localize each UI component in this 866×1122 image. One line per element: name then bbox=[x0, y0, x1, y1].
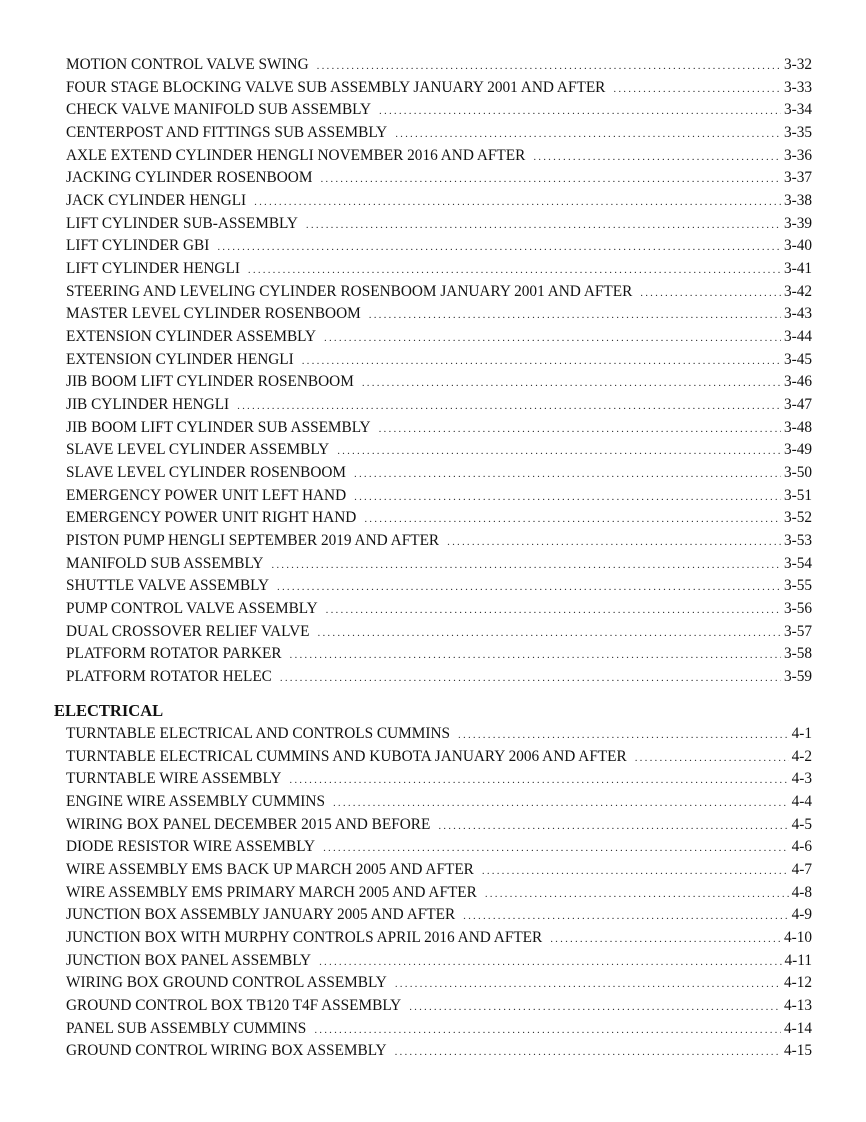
toc-entry[interactable] bbox=[66, 190, 812, 213]
section-heading-electrical: ELECTRICAL bbox=[54, 701, 164, 720]
toc-entry-page: 4-14 bbox=[783, 1019, 812, 1037]
toc-entry-page: 3-32 bbox=[783, 56, 812, 73]
toc-entry-title: SLAVE LEVEL CYLINDER ROSENBOOM bbox=[66, 464, 347, 482]
toc-entry-page: 3-59 bbox=[783, 668, 812, 686]
toc-entry-title: CHECK VALVE MANIFOLD SUB ASSEMBLY bbox=[66, 101, 372, 119]
dot-leader bbox=[395, 973, 781, 996]
toc-entry-title: DUAL CROSSOVER RELIEF VALVE bbox=[66, 622, 310, 640]
toc-entry-page: 3-43 bbox=[783, 305, 812, 323]
toc-entry-title: WIRING BOX PANEL DECEMBER 2015 AND BEFORE bbox=[66, 815, 431, 833]
toc-entry-title: TURNTABLE ELECTRICAL AND CONTROLS CUMMINS bbox=[66, 725, 451, 742]
toc-entry-title: LIFT CYLINDER GBI bbox=[66, 237, 210, 255]
toc-entry-title: EXTENSION CYLINDER HENGLI bbox=[66, 350, 294, 368]
dot-leader bbox=[550, 928, 781, 951]
toc-entry-title: WIRE ASSEMBLY EMS BACK UP MARCH 2005 AND AFTER bbox=[66, 861, 474, 879]
toc-entry[interactable] bbox=[66, 439, 812, 462]
toc-entry-page: 4-9 bbox=[791, 906, 812, 924]
dot-leader bbox=[379, 418, 781, 441]
dot-leader bbox=[237, 395, 781, 418]
toc-entry-page: 3-47 bbox=[783, 396, 812, 414]
toc-entry-title: SLAVE LEVEL CYLINDER ASSEMBLY bbox=[66, 441, 330, 459]
toc-entry-page: 3-51 bbox=[783, 486, 812, 504]
toc-entry-page: 4-6 bbox=[791, 838, 812, 856]
dot-leader bbox=[482, 860, 789, 883]
toc-entry[interactable] bbox=[66, 145, 812, 168]
toc-entry[interactable] bbox=[66, 768, 812, 791]
toc-entry[interactable] bbox=[66, 553, 812, 576]
toc-entry-title: JIB BOOM LIFT CYLINDER ROSENBOOM bbox=[66, 373, 354, 391]
dot-leader bbox=[354, 463, 781, 486]
dot-leader bbox=[314, 1019, 781, 1042]
toc-entry[interactable] bbox=[66, 485, 812, 508]
toc-entry[interactable] bbox=[66, 349, 812, 372]
toc-entry[interactable] bbox=[66, 77, 812, 100]
toc-entry[interactable] bbox=[66, 836, 812, 859]
dot-leader bbox=[354, 486, 781, 509]
toc-entry-title: LIFT CYLINDER SUB-ASSEMBLY bbox=[66, 214, 298, 232]
dot-leader bbox=[635, 747, 789, 770]
toc-entry-title: CENTERPOST AND FITTINGS SUB ASSEMBLY bbox=[66, 124, 388, 142]
dot-leader bbox=[485, 883, 789, 906]
dot-leader bbox=[333, 792, 789, 815]
toc-entry[interactable] bbox=[66, 1018, 812, 1041]
toc-entry[interactable] bbox=[66, 394, 812, 417]
toc-entry[interactable] bbox=[66, 723, 812, 746]
toc-entry-title: GROUND CONTROL WIRING BOX ASSEMBLY bbox=[66, 1042, 387, 1060]
toc-entry[interactable] bbox=[66, 303, 812, 326]
toc-entry-title: TURNTABLE ELECTRICAL CUMMINS AND KUBOTA JANUARY 2006 AND AFTER bbox=[66, 747, 627, 765]
dot-leader bbox=[320, 168, 780, 191]
toc-entry[interactable] bbox=[66, 972, 812, 995]
toc-entry-page: 3-37 bbox=[783, 169, 812, 187]
toc-entry-title: JUNCTION BOX ASSEMBLY JANUARY 2005 AND AFTER bbox=[66, 906, 456, 924]
dot-leader bbox=[379, 100, 781, 123]
dot-leader bbox=[319, 951, 781, 974]
toc-entry[interactable] bbox=[66, 1040, 812, 1063]
toc-entry-title: MASTER LEVEL CYLINDER ROSENBOOM bbox=[66, 305, 361, 323]
toc-entry-title: ENGINE WIRE ASSEMBLY CUMMINS bbox=[66, 793, 325, 811]
dot-leader bbox=[533, 146, 781, 169]
toc-entry[interactable] bbox=[66, 417, 812, 440]
toc-entry-title: TURNTABLE WIRE ASSEMBLY bbox=[66, 770, 282, 788]
toc-entry-title: SHUTTLE VALVE ASSEMBLY bbox=[66, 577, 270, 595]
dot-leader bbox=[277, 576, 781, 599]
toc-entry[interactable] bbox=[66, 904, 812, 927]
dot-leader bbox=[290, 644, 781, 667]
toc-entry-page: 3-38 bbox=[783, 192, 812, 210]
dot-leader bbox=[324, 327, 781, 350]
toc-entry-title: JACK CYLINDER HENGLI bbox=[66, 192, 247, 210]
toc-entry-title: JUNCTION BOX WITH MURPHY CONTROLS APRIL 2016 AND AFTER bbox=[66, 929, 543, 947]
toc-entry-title: PANEL SUB ASSEMBLY CUMMINS bbox=[66, 1019, 307, 1037]
toc-entry-title: GROUND CONTROL BOX TB120 T4F ASSEMBLY bbox=[66, 997, 402, 1015]
toc-entry[interactable] bbox=[66, 575, 812, 598]
toc-entry[interactable] bbox=[66, 666, 812, 689]
toc-entry-page: 4-4 bbox=[791, 793, 812, 811]
dot-leader bbox=[438, 815, 788, 838]
dot-leader bbox=[302, 350, 781, 373]
toc-entry-title: FOUR STAGE BLOCKING VALVE SUB ASSEMBLY JANUARY 2001 AND AFTER bbox=[66, 78, 606, 96]
dot-leader bbox=[409, 996, 781, 1019]
toc-entry-page: 4-2 bbox=[791, 747, 812, 765]
toc-entry-title: LIFT CYLINDER HENGLI bbox=[66, 260, 240, 278]
toc-entry-page: 3-48 bbox=[783, 418, 812, 436]
toc-entry-title: STEERING AND LEVELING CYLINDER ROSENBOOM JANUARY 2001 AND AFTER bbox=[66, 282, 633, 300]
dot-leader bbox=[306, 214, 781, 237]
toc-entry[interactable] bbox=[66, 530, 812, 553]
dot-leader bbox=[613, 78, 781, 101]
toc-entry-page: 3-36 bbox=[783, 146, 812, 164]
toc-entry[interactable] bbox=[66, 882, 812, 905]
toc-entry-title: PISTON PUMP HENGLI SEPTEMBER 2019 AND AFTER bbox=[66, 532, 440, 550]
toc-entry-page: 3-52 bbox=[783, 509, 812, 527]
dot-leader bbox=[395, 1041, 781, 1064]
toc-entry-page: 3-49 bbox=[783, 441, 812, 459]
toc-entry-page: 3-40 bbox=[783, 237, 812, 255]
toc-entry-page: 3-53 bbox=[783, 532, 812, 550]
toc-entry-page: 4-10 bbox=[783, 929, 812, 947]
toc-entry[interactable] bbox=[66, 507, 812, 530]
toc-entry-title: JIB CYLINDER HENGLI bbox=[66, 396, 230, 414]
toc-entry[interactable] bbox=[66, 598, 812, 621]
electrical-toc-section bbox=[66, 723, 812, 1063]
toc-entry-page: 4-5 bbox=[791, 815, 812, 833]
toc-entry-page: 3-55 bbox=[783, 577, 812, 595]
dot-leader bbox=[362, 372, 781, 395]
dot-leader bbox=[280, 667, 781, 690]
dot-leader bbox=[318, 622, 781, 645]
toc-entry-page: 3-45 bbox=[783, 350, 812, 368]
toc-entry-title: JUNCTION BOX PANEL ASSEMBLY bbox=[66, 951, 312, 969]
toc-entry[interactable] bbox=[66, 213, 812, 236]
dot-leader bbox=[326, 599, 781, 622]
toc-entry-page: 3-41 bbox=[783, 260, 812, 278]
toc-entry-page: 4-11 bbox=[784, 951, 812, 969]
toc-entry-title: DIODE RESISTOR WIRE ASSEMBLY bbox=[66, 838, 316, 856]
toc-entry-title: EXTENSION CYLINDER ASSEMBLY bbox=[66, 328, 317, 346]
toc-entry[interactable] bbox=[66, 859, 812, 882]
toc-entry-title: JIB BOOM LIFT CYLINDER SUB ASSEMBLY bbox=[66, 418, 371, 436]
toc-entry-page: 4-8 bbox=[791, 883, 812, 901]
dot-leader bbox=[271, 554, 781, 577]
toc-entry-title: JACKING CYLINDER ROSENBOOM bbox=[66, 169, 313, 187]
toc-entry-page: 4-15 bbox=[783, 1042, 812, 1060]
toc-entry-title: AXLE EXTEND CYLINDER HENGLI NOVEMBER 2016 AND AFTER bbox=[66, 146, 526, 164]
toc-entry-title: WIRING BOX GROUND CONTROL ASSEMBLY bbox=[66, 974, 387, 992]
toc-entry-page: 4-1 bbox=[791, 725, 812, 742]
dot-leader bbox=[369, 304, 781, 327]
toc-entry-page: 3-42 bbox=[783, 282, 812, 300]
toc-entry[interactable] bbox=[66, 927, 812, 950]
toc-entry-title: EMERGENCY POWER UNIT RIGHT HAND bbox=[66, 509, 357, 527]
toc-entry[interactable] bbox=[66, 281, 812, 304]
toc-entry-page: 3-54 bbox=[783, 554, 812, 572]
toc-entry-title: PLATFORM ROTATOR HELEC bbox=[66, 668, 272, 686]
dot-leader bbox=[254, 191, 781, 214]
toc-entry[interactable] bbox=[66, 621, 812, 644]
dot-leader bbox=[317, 55, 781, 78]
toc-entry-page: 3-34 bbox=[783, 101, 812, 119]
dot-leader bbox=[323, 837, 789, 860]
dot-leader bbox=[217, 236, 781, 259]
toc-entry[interactable] bbox=[66, 995, 812, 1018]
toc-entry[interactable] bbox=[66, 950, 812, 973]
toc-entry-page: 3-57 bbox=[783, 622, 812, 640]
toc-entry[interactable] bbox=[66, 746, 812, 769]
toc-entry[interactable] bbox=[66, 54, 812, 77]
toc-entry-page: 3-39 bbox=[783, 214, 812, 232]
toc-entry-title: MOTION CONTROL VALVE SWING bbox=[66, 56, 309, 73]
dot-leader bbox=[447, 531, 781, 554]
toc-entry[interactable] bbox=[66, 371, 812, 394]
toc-entry-page: 4-3 bbox=[791, 770, 812, 788]
toc-entry[interactable] bbox=[66, 814, 812, 837]
toc-entry[interactable] bbox=[66, 167, 812, 190]
toc-entry-title: EMERGENCY POWER UNIT LEFT HAND bbox=[66, 486, 347, 504]
toc-entry-page: 4-12 bbox=[783, 974, 812, 992]
dot-leader bbox=[640, 282, 781, 305]
dot-leader bbox=[463, 905, 788, 928]
toc-entry-title: PUMP CONTROL VALVE ASSEMBLY bbox=[66, 600, 318, 618]
dot-leader bbox=[458, 724, 789, 747]
toc-entry-title: WIRE ASSEMBLY EMS PRIMARY MARCH 2005 AND AFTER bbox=[66, 883, 477, 901]
toc-entry-page: 3-58 bbox=[783, 645, 812, 663]
toc-entry[interactable] bbox=[66, 326, 812, 349]
toc-entry-page: 3-56 bbox=[783, 600, 812, 618]
dot-leader bbox=[248, 259, 781, 282]
dot-leader bbox=[289, 769, 788, 792]
dot-leader bbox=[395, 123, 781, 146]
toc-entry-page: 3-44 bbox=[783, 328, 812, 346]
hydraulics-toc-section bbox=[66, 54, 812, 689]
toc-entry-title: MANIFOLD SUB ASSEMBLY bbox=[66, 554, 264, 572]
dot-leader bbox=[364, 508, 781, 531]
toc-entry-title: PLATFORM ROTATOR PARKER bbox=[66, 645, 282, 663]
dot-leader bbox=[337, 440, 781, 463]
toc-entry-page: 4-13 bbox=[783, 997, 812, 1015]
toc-entry[interactable] bbox=[66, 258, 812, 281]
toc-entry-page: 4-7 bbox=[791, 861, 812, 879]
toc-entry[interactable] bbox=[66, 235, 812, 258]
toc-entry-page: 3-35 bbox=[783, 124, 812, 142]
toc-entry-page: 3-50 bbox=[783, 464, 812, 482]
toc-entry[interactable] bbox=[66, 643, 812, 666]
toc-entry[interactable] bbox=[66, 99, 812, 122]
toc-entry-page: 3-46 bbox=[783, 373, 812, 391]
toc-entry[interactable] bbox=[66, 462, 812, 485]
toc-entry-page: 3-33 bbox=[783, 78, 812, 96]
toc-entry[interactable] bbox=[66, 122, 812, 145]
toc-entry[interactable] bbox=[66, 791, 812, 814]
